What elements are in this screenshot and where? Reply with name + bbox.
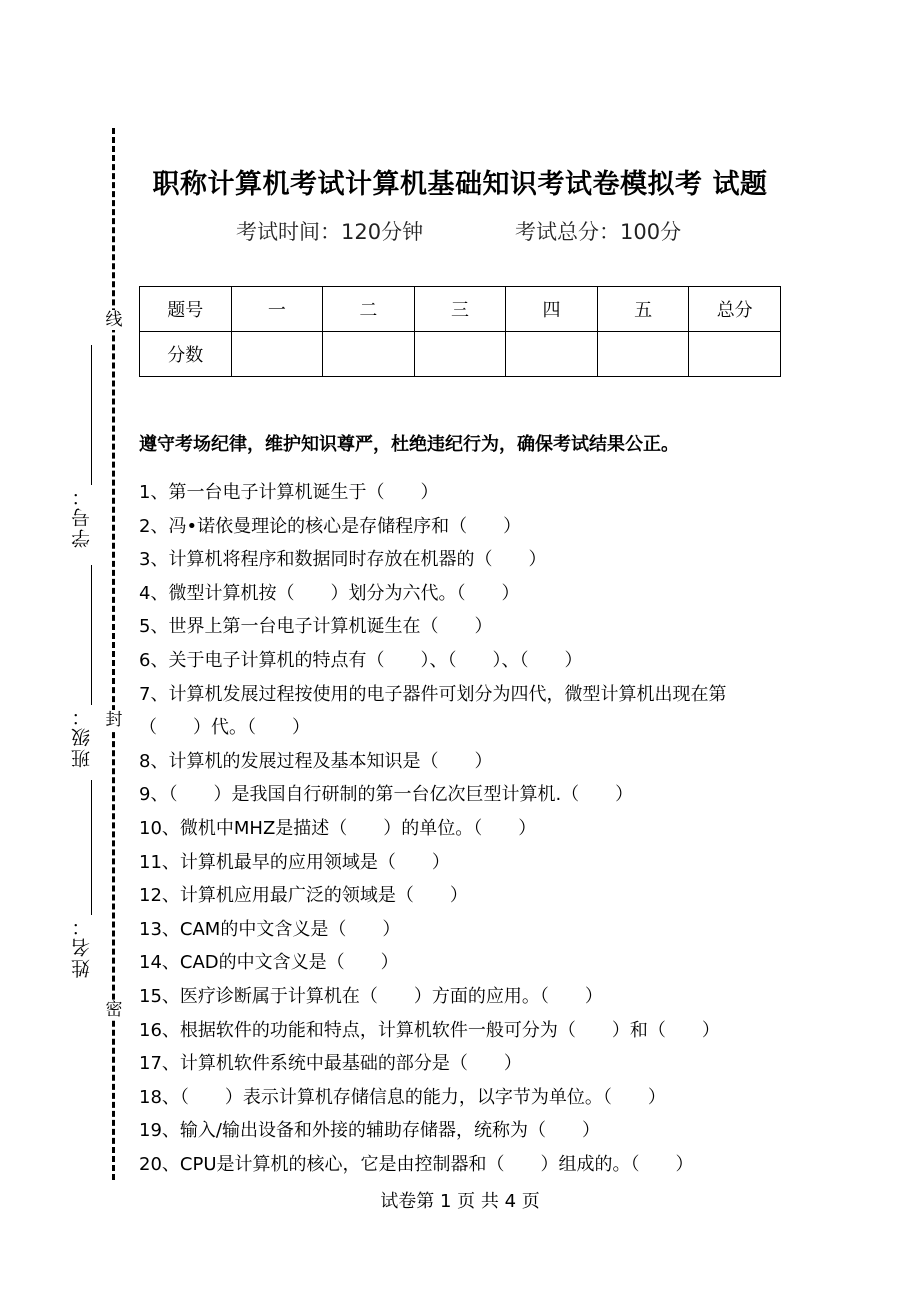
page-title: 职称计算机考试计算机基础知识考试卷模拟考 试题: [152, 169, 768, 200]
question-item: 2、冯•诺依曼理论的核心是存储程序和（ ）: [139, 515, 522, 537]
question-list: [139, 476, 779, 1181]
student-id-underline: [91, 345, 92, 485]
score-cell[interactable]: [597, 332, 689, 377]
binding-dashed-line: [112, 128, 115, 1180]
score-cell[interactable]: [506, 332, 598, 377]
score-cell[interactable]: [323, 332, 415, 377]
question-item: 11、计算机最早的应用领域是（ ）: [139, 851, 450, 873]
table-header-cell: 一: [231, 287, 323, 332]
seal-char-line: 线: [105, 310, 123, 330]
table-header-cell: 五: [597, 287, 689, 332]
score-row-label: 分数: [140, 332, 232, 377]
score-table: [139, 286, 781, 377]
question-item: 8、计算机的发展过程及基本知识是（ ）: [139, 750, 493, 772]
table-header-cell: 三: [414, 287, 506, 332]
student-id-field[interactable]: [64, 345, 98, 548]
question-item: 18、（ ）表示计算机存储信息的能力，以字节为单位。（ ）: [139, 1086, 666, 1108]
name-underline: [91, 780, 92, 915]
exam-time: 考试时间：120分钟: [236, 220, 424, 244]
score-table-score-row: [140, 332, 781, 377]
question-item: 1、第一台电子计算机诞生于（ ）: [139, 482, 439, 503]
question-item: 4、微型计算机按（ ）划分为六代。（ ）: [139, 582, 520, 604]
name-field[interactable]: [64, 780, 98, 978]
score-cell[interactable]: [414, 332, 506, 377]
table-header-cell: 四: [506, 287, 598, 332]
question-item: 12、计算机应用最广泛的领域是（ ）: [139, 885, 468, 907]
question-item: 13、CAM的中文含义是（ ）: [139, 918, 401, 940]
exam-notice: 遵守考场纪律，维护知识尊严，杜绝违纪行为，确保考试结果公正。: [139, 434, 679, 455]
table-header-cell: 二: [323, 287, 415, 332]
question-item: 14、CAD的中文含义是（ ）: [139, 952, 399, 974]
question-item: 9、（ ）是我国自行研制的第一台亿次巨型计算机.（ ）: [139, 784, 634, 806]
question-item: 17、计算机软件系统中最基础的部分是（ ）: [139, 1053, 522, 1075]
student-id-label: 学号：: [70, 485, 93, 548]
page-footer: 试卷第 1 页 共 4 页: [380, 1191, 540, 1212]
name-label: 姓名：: [70, 915, 93, 978]
question-item: 5、世界上第一台电子计算机诞生在（ ）: [139, 616, 493, 638]
seal-char-seal: 封: [105, 710, 123, 730]
score-cell[interactable]: [231, 332, 323, 377]
exam-total-score: 考试总分：100分: [515, 220, 682, 244]
question-item: 10、微机中MHZ是描述（ ）的单位。（ ）: [139, 817, 537, 839]
question-item: 7、计算机发展过程按使用的电子器件可划分为四代，微型计算机出现在第（ ）代。（ ）: [139, 683, 727, 739]
score-cell[interactable]: [689, 332, 781, 377]
question-item: 16、根据软件的功能和特点，计算机软件一般可分为（ ）和（ ）: [139, 1019, 720, 1041]
table-header-cell: 题号: [140, 287, 232, 332]
score-table-header-row: [140, 287, 781, 332]
question-item: 20、CPU是计算机的核心，它是由控制器和（ ）组成的。（ ）: [139, 1153, 694, 1175]
table-header-cell: 总分: [689, 287, 781, 332]
question-item: 3、计算机将程序和数据同时存放在机器的（ ）: [139, 549, 547, 571]
class-underline: [91, 565, 92, 705]
question-item: 15、医疗诊断属于计算机在（ ）方面的应用。（ ）: [139, 985, 603, 1007]
question-item: 19、输入/输出设备和外接的辅助存储器，统称为（ ）: [139, 1120, 600, 1142]
seal-char-secret: 密: [105, 1000, 123, 1020]
class-field[interactable]: [64, 565, 98, 768]
class-label: 班级：: [70, 705, 93, 768]
question-item: 6、关于电子计算机的特点有（ ）、（ ）、（ ）: [139, 649, 583, 671]
